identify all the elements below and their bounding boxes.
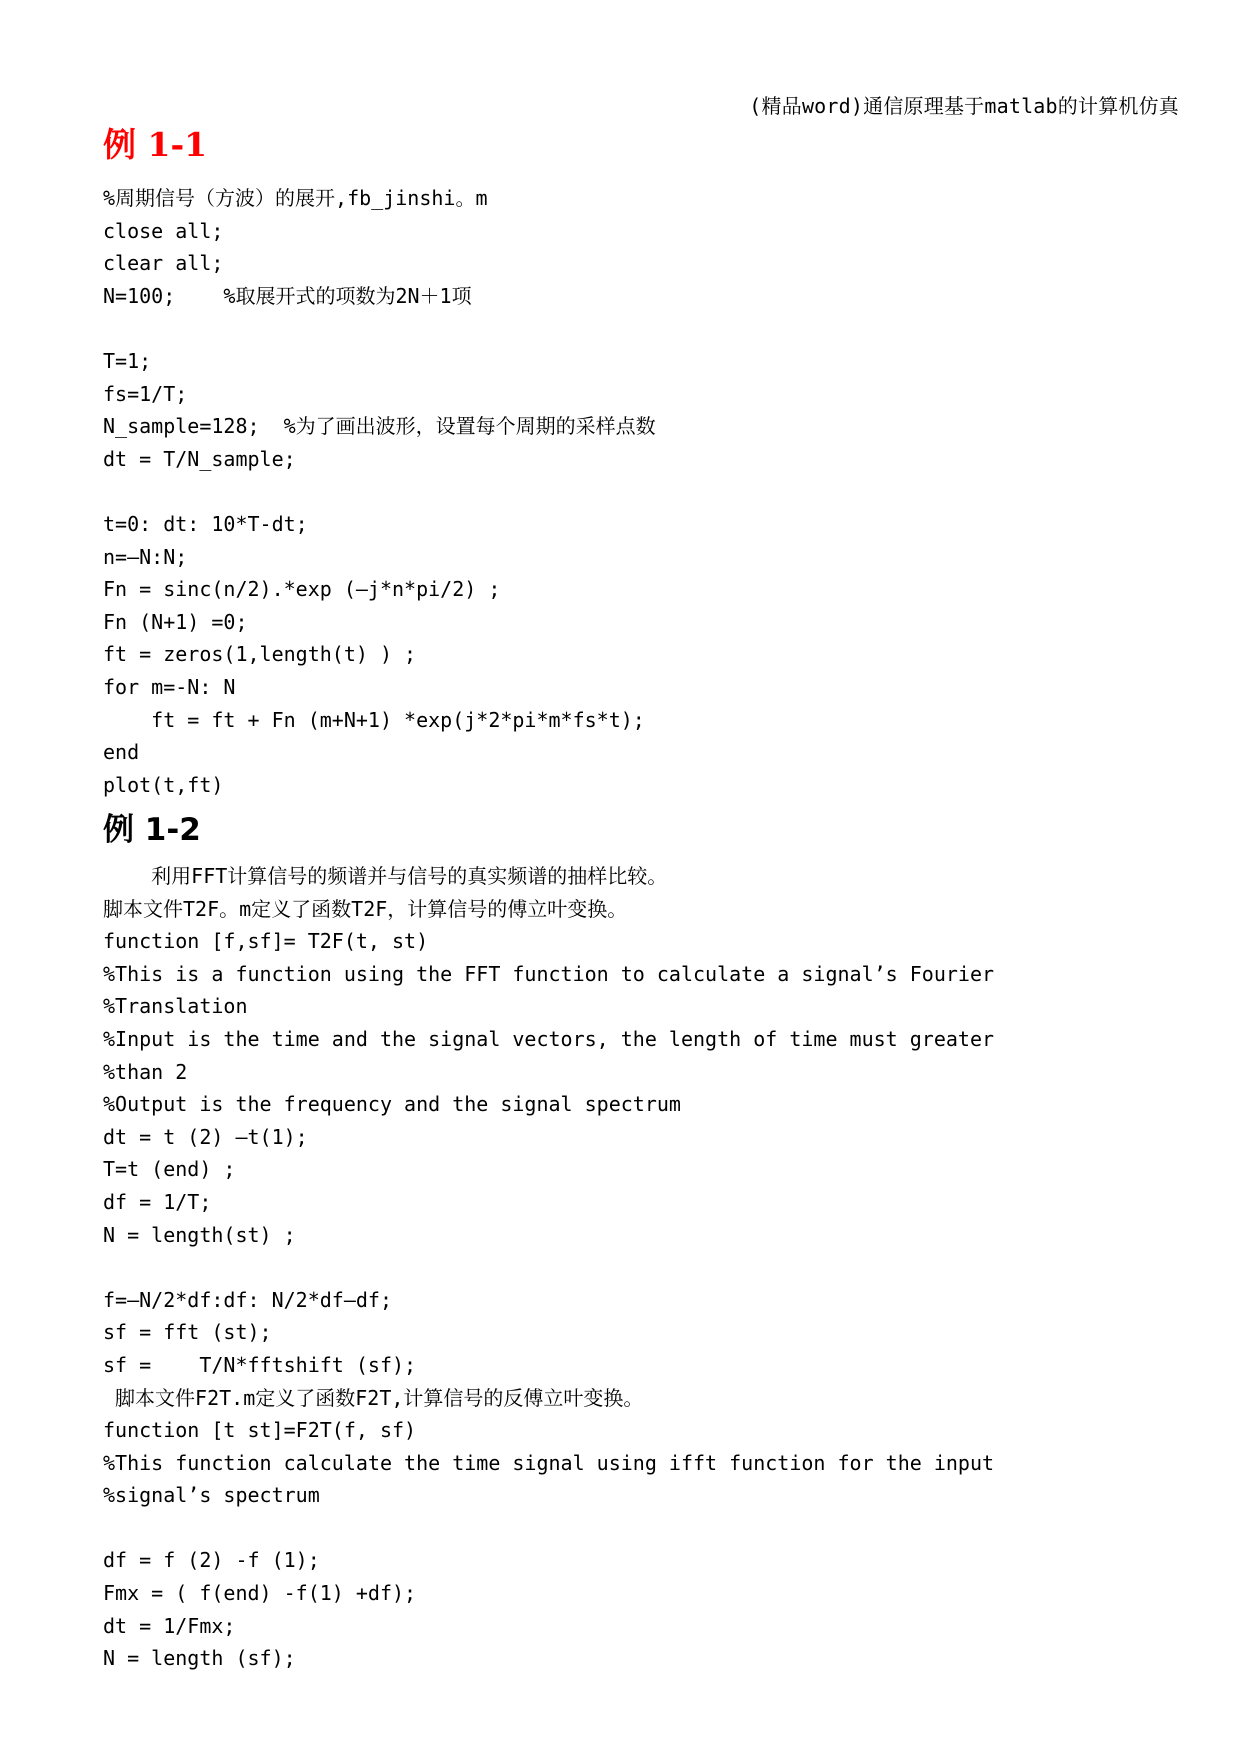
code-line: %Output is the frequency and the signal spectrum — [103, 1092, 681, 1117]
code-line: fs=1/T; — [103, 381, 188, 406]
code-line: df = 1/T; — [103, 1189, 212, 1214]
code-line: n=—N:N; — [103, 544, 188, 569]
code-line: t=0: dt: 10*T-dt; — [103, 511, 308, 536]
code-line: %周期信号（方波）的展开,fb_jinshi。m — [103, 186, 488, 210]
code-line: clear all; — [103, 251, 224, 276]
code-line: dt = t (2) —t(1); — [103, 1124, 308, 1149]
code-line: %than 2 — [103, 1059, 188, 1084]
code-line: %This function calculate the time signal using ifft function for the input — [103, 1450, 995, 1475]
code-line: ft = ft + Fn (m+N+1) *exp(j*2*pi*m*fs*t); — [103, 707, 645, 732]
code-line: dt = T/N_sample; — [103, 446, 296, 471]
code-line: plot(t,ft) — [103, 772, 224, 797]
code-line: Fn (N+1) =0; — [103, 609, 248, 634]
code-line: Fmx = ( f(end) -f(1) +df); — [103, 1581, 417, 1606]
code-block-example-1-1 — [103, 182, 1181, 801]
code-line: df = f (2) -f (1); — [103, 1548, 320, 1573]
code-line: for m=-N: N — [103, 674, 236, 699]
code-line: function [t st]=F2T(f, sf) — [103, 1418, 417, 1443]
code-line: %Input is the time and the signal vectors, the length of time must greater — [103, 1026, 995, 1051]
code-line: N_sample=128; %为了画出波形，设置每个周期的采样点数 — [103, 414, 656, 439]
code-line: 利用FFT计算信号的频谱并与信号的真实频谱的抽样比较。 — [103, 864, 668, 888]
code-line: N = length (sf); — [103, 1646, 296, 1671]
code-line: %signal’s spectrum — [103, 1483, 320, 1508]
code-line: dt = 1/Fmx; — [103, 1613, 236, 1638]
code-line: ft = zeros(1,length(t) ) ; — [103, 642, 417, 667]
code-line — [103, 1251, 1181, 1284]
code-line: N=100; %取展开式的项数为2N＋1项 — [103, 283, 472, 308]
code-line: function [f,sf]= T2F(t, st) — [103, 929, 429, 954]
code-line: T=1; — [103, 348, 152, 373]
code-line: Fn = sinc(n/2).*exp (—j*n*pi/2) ; — [103, 577, 501, 602]
code-line: close all; — [103, 218, 224, 243]
code-line: N = length(st) ; — [103, 1222, 296, 1247]
code-line: 脚本文件T2F。m定义了函数T2F，计算信号的傅立叶变换。 — [103, 896, 628, 921]
code-line: end — [103, 740, 140, 765]
code-line — [103, 312, 1181, 345]
code-line: T=t (end) ; — [103, 1157, 236, 1182]
section-heading-1-1: 例 1-1 — [103, 125, 208, 164]
code-line — [103, 475, 1181, 508]
code-block-example-1-2 — [103, 860, 1181, 1675]
code-line — [103, 1512, 1181, 1545]
code-line: %This is a function using the FFT function to calculate a signal’s Fourier — [103, 961, 995, 986]
code-line: f=—N/2*df:df: N/2*df—df; — [103, 1287, 392, 1312]
code-line: sf = fft (st); — [103, 1320, 272, 1345]
section-heading-1-2: 例 1-2 — [103, 812, 201, 848]
code-line: %Translation — [103, 994, 248, 1019]
page-header: (精品word)通信原理基于matlab的计算机仿真 — [749, 94, 1179, 118]
code-line: 脚本文件F2T.m定义了函数F2T,计算信号的反傅立叶变换。 — [103, 1385, 644, 1410]
code-line: sf = T/N*fftshift (sf); — [103, 1352, 417, 1377]
